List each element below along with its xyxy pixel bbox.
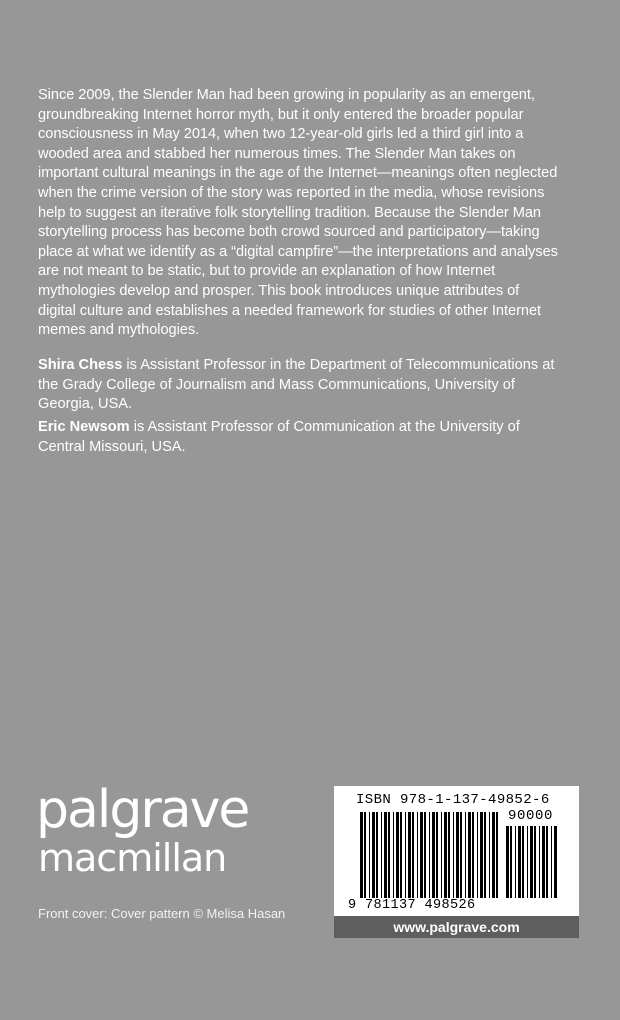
barcode-bar [453, 812, 454, 898]
barcode-bar [492, 812, 495, 898]
barcode-bar [534, 826, 536, 898]
barcode-bar [376, 812, 378, 898]
barcode-bar [396, 812, 399, 898]
publisher-website: www.palgrave.com [334, 916, 579, 938]
author-name: Eric Newsom [38, 419, 130, 435]
barcode-bar [496, 812, 498, 898]
barcode-bar [444, 812, 447, 898]
barcode-bar [420, 812, 423, 898]
barcode-bar [460, 812, 462, 898]
barcode-bar [472, 812, 474, 898]
barcode-bar [465, 812, 466, 898]
publisher-logo [36, 782, 296, 892]
barcode-bar [530, 826, 533, 898]
barcode-bar [364, 812, 366, 898]
barcode-bar [551, 826, 552, 898]
barcode-bar [546, 826, 548, 898]
author-bio-eric-newsom [38, 418, 558, 457]
barcode-bar [510, 826, 512, 898]
barcode-bar [381, 812, 382, 898]
publisher-logo-line1: palgrave [36, 780, 249, 840]
author-name: Shira Chess [38, 357, 123, 373]
barcode-bar [436, 812, 438, 898]
barcode-bar [539, 826, 540, 898]
barcode-bar [405, 812, 406, 898]
barcode-bar [477, 812, 478, 898]
barcode-bar [412, 812, 414, 898]
barcode-bar [489, 812, 490, 898]
barcode-bar [372, 812, 375, 898]
barcode-bar [400, 812, 402, 898]
author-bio-text: is Assistant Professor in the Department of Telecommunications at the Grady College of Journalism and Mass Communications, University of Georgia, USA. [38, 357, 555, 413]
cover-credit: Front cover: Cover pattern © Melisa Hasan [38, 906, 286, 921]
addon-barcode [506, 826, 557, 898]
barcode-bar [542, 826, 545, 898]
barcode-bar [417, 812, 418, 898]
barcode-bar [484, 812, 486, 898]
author-bio-text: is Assistant Professor of Communication at the University of Central Missouri, USA. [38, 419, 520, 455]
barcode-bar [527, 826, 528, 898]
author-bio-shira-chess [38, 356, 558, 415]
barcode-bar [441, 812, 442, 898]
barcode-bar [518, 826, 521, 898]
barcode-bar [388, 812, 390, 898]
barcode-bar [393, 812, 394, 898]
barcode-addon-digits: 90000 [508, 808, 554, 824]
isbn-barcode [334, 786, 579, 938]
barcode-bar [429, 812, 430, 898]
barcode-bar [522, 826, 524, 898]
barcode-bar [480, 812, 483, 898]
barcode-bar [456, 812, 459, 898]
barcode-bar [506, 826, 509, 898]
barcode-bar [432, 812, 435, 898]
barcode-bar [448, 812, 450, 898]
barcode-bar [468, 812, 471, 898]
barcode-bar [369, 812, 370, 898]
barcode-bar [424, 812, 426, 898]
barcode-bar [554, 826, 557, 898]
publisher-logo-line2: macmillan [38, 836, 227, 880]
isbn-label: ISBN 978-1-137-49852-6 [356, 792, 550, 808]
back-cover-blurb: Since 2009, the Slender Man had been growing in popularity as an emergent, groundbreaking Internet horror myth, but it only entered the broader popular consciousness in May 2014, when two 12-year-old girls led a third girl into a wooded area and stabbed her numerous times. The Slender Man takes on important cultural meanings in the age of the Internet—meanings often neglected when the crime version of the story was reported in the media, whose revisions help to suggest an iterative folk storytelling tradition. Because the Slender Man storytelling process has become both crowd sourced and participatory—taking place at what we identify as a “digital campfire”—the interpretations and analyses are not meant to be static, but to provide an explanation of how Internet mythologies develop and prosper. This book introduces unique attributes of digital culture and establishes a needed framework for studies of other Internet memes and mythologies. [38, 87, 558, 339]
barcode-bar [515, 826, 516, 898]
barcode-bar [360, 812, 363, 898]
barcode-bar [408, 812, 411, 898]
main-barcode [360, 812, 498, 898]
barcode-digits: 9 781137 498526 [348, 898, 476, 913]
barcode-bar [384, 812, 387, 898]
